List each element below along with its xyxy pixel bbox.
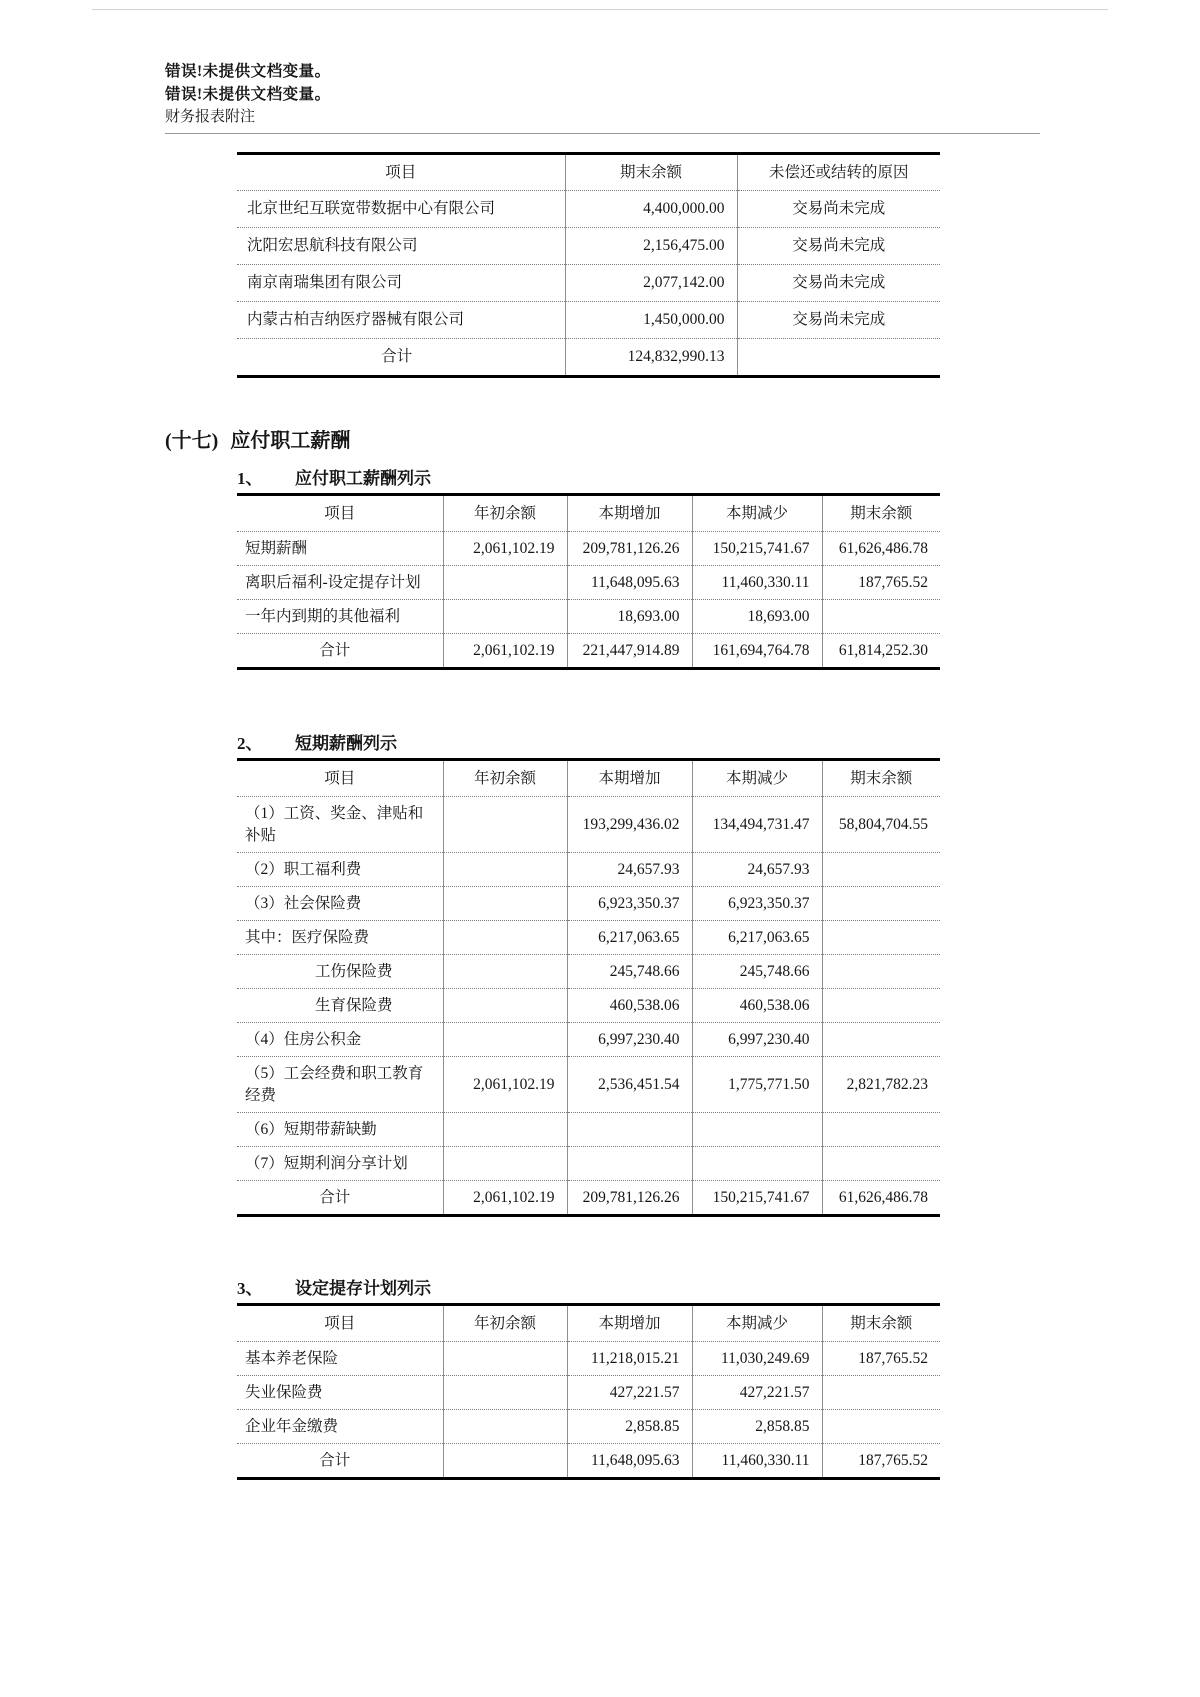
column-header-ending-balance: 期末余额 — [822, 760, 940, 797]
table-cell: （4）住房公积金 — [237, 1023, 443, 1057]
column-header-item: 项目 — [237, 495, 443, 532]
table-cell: 2,536,451.54 — [567, 1057, 692, 1113]
table-cell: 245,748.66 — [692, 955, 822, 989]
table-row — [237, 797, 940, 853]
table-row — [237, 921, 940, 955]
error-variable-line-2: 错误!未提供文档变量。 — [165, 86, 331, 103]
table-row — [237, 566, 940, 600]
table-cell: 交易尚未完成 — [737, 265, 940, 302]
column-header-opening-balance: 年初余额 — [443, 1305, 567, 1342]
table-total-row — [237, 339, 940, 377]
section-heading — [165, 428, 1200, 454]
table-cell — [822, 1147, 940, 1181]
table-cell: 内蒙古柏吉纳医疗器械有限公司 — [237, 302, 565, 339]
table-cell: 11,648,095.63 — [567, 566, 692, 600]
table-cell: （2）职工福利费 — [237, 853, 443, 887]
table-cell: 61,626,486.78 — [822, 1181, 940, 1216]
table-cell — [567, 1147, 692, 1181]
subsection-3-title: 设定提存计划列示 — [295, 1279, 431, 1298]
table-cell: 6,217,063.65 — [692, 921, 822, 955]
table-total-row — [237, 1444, 940, 1479]
table-cell: 生育保险费 — [237, 989, 443, 1023]
table-cell: 4,400,000.00 — [565, 191, 737, 228]
table-cell: 161,694,764.78 — [692, 634, 822, 669]
error-variable-line-1: 错误!未提供文档变量。 — [165, 63, 331, 80]
table-header-row — [237, 154, 940, 191]
table-row — [237, 1342, 940, 1376]
document-header — [165, 60, 1040, 134]
table-cell — [443, 797, 567, 853]
table-cell — [443, 1023, 567, 1057]
table-cell: （6）短期带薪缺勤 — [237, 1113, 443, 1147]
table-row — [237, 1410, 940, 1444]
table-cell: 209,781,126.26 — [567, 1181, 692, 1216]
table-cell: 134,494,731.47 — [692, 797, 822, 853]
table-cell: 150,215,741.67 — [692, 1181, 822, 1216]
table-cell: 1,775,771.50 — [692, 1057, 822, 1113]
table-cell: （7）短期利润分享计划 — [237, 1147, 443, 1181]
subsection-3-number: 3、 — [237, 1279, 263, 1298]
table-row — [237, 955, 940, 989]
subsection-1-number: 1、 — [237, 469, 263, 488]
table-cell: 24,657.93 — [567, 853, 692, 887]
table-cell: 2,061,102.19 — [443, 532, 567, 566]
spacer — [165, 670, 1200, 719]
table-cell: 北京世纪互联宽带数据中心有限公司 — [247, 200, 496, 217]
doc-subtitle: 财务报表附注 — [165, 109, 256, 125]
column-header-increase: 本期增加 — [567, 1305, 692, 1342]
table-cell: 11,218,015.21 — [567, 1342, 692, 1376]
table-cell: 6,997,230.40 — [692, 1023, 822, 1057]
table-cell: 企业年金缴费 — [237, 1410, 443, 1444]
table-cell — [443, 989, 567, 1023]
table-cell: 合计 — [237, 1444, 443, 1479]
table-cell: 427,221.57 — [567, 1376, 692, 1410]
column-header-increase: 本期增加 — [567, 495, 692, 532]
table-row — [237, 228, 940, 265]
table-cell: 6,997,230.40 — [567, 1023, 692, 1057]
table-cell: 209,781,126.26 — [567, 532, 692, 566]
table-cell — [443, 887, 567, 921]
table-cell: 2,858.85 — [692, 1410, 822, 1444]
table-cell: 交易尚未完成 — [737, 228, 940, 265]
table-cell: 交易尚未完成 — [737, 302, 940, 339]
table-cell: 11,030,249.69 — [692, 1342, 822, 1376]
table-cell — [443, 955, 567, 989]
table-row — [237, 302, 940, 339]
subsection-2-heading — [237, 732, 1200, 756]
table-cell: 61,814,252.30 — [822, 634, 940, 669]
table-cell: 427,221.57 — [692, 1376, 822, 1410]
table-cell: 南京南瑞集团有限公司 — [237, 265, 565, 302]
table-cell — [822, 1023, 940, 1057]
table-cell: 失业保险费 — [237, 1376, 443, 1410]
column-header-opening-balance: 年初余额 — [443, 495, 567, 532]
table-cell: 2,156,475.00 — [565, 228, 737, 265]
outstanding-balance-table — [237, 152, 940, 378]
table-cell: 2,858.85 — [567, 1410, 692, 1444]
table-cell: 一年内到期的其他福利 — [237, 600, 443, 634]
table-cell: 58,804,704.55 — [822, 797, 940, 853]
table-cell — [443, 1113, 567, 1147]
table-row — [237, 191, 940, 228]
table-cell: 245,748.66 — [567, 955, 692, 989]
subsection-2-title: 短期薪酬列示 — [295, 734, 397, 753]
page-edge-line — [92, 9, 1108, 10]
column-header-item: 项目 — [237, 1305, 443, 1342]
table-cell: 合计 — [237, 634, 443, 669]
table-cell: 2,061,102.19 — [443, 634, 567, 669]
table-cell: 2,061,102.19 — [443, 1057, 567, 1113]
table-header-row — [237, 495, 940, 532]
column-header-increase: 本期增加 — [567, 760, 692, 797]
column-header-item: 项目 — [237, 154, 565, 191]
employee-compensation-table — [237, 493, 940, 670]
column-header-decrease: 本期减少 — [692, 760, 822, 797]
table-cell: （1）工资、奖金、津贴和补贴 — [245, 804, 424, 844]
table-row — [237, 532, 940, 566]
table-cell — [822, 1113, 940, 1147]
table-cell — [822, 1410, 940, 1444]
section-title: 应付职工薪酬 — [230, 430, 351, 452]
column-header-ending-balance: 期末余额 — [822, 495, 940, 532]
table-row — [237, 989, 940, 1023]
table-cell: （3）社会保险费 — [237, 887, 443, 921]
table-cell — [822, 921, 940, 955]
table-cell: 6,217,063.65 — [567, 921, 692, 955]
column-header-ending-balance: 期末余额 — [565, 154, 737, 191]
table-row — [237, 600, 940, 634]
table-row — [237, 1023, 940, 1057]
table-cell — [443, 1147, 567, 1181]
table-cell — [443, 1410, 567, 1444]
table-cell: 2,821,782.23 — [822, 1057, 940, 1113]
table-cell: 沈阳宏思航科技有限公司 — [237, 228, 565, 265]
table-row — [237, 1147, 940, 1181]
table-cell: 交易尚未完成 — [737, 191, 940, 228]
table-cell — [443, 1342, 567, 1376]
column-header-decrease: 本期减少 — [692, 1305, 822, 1342]
table-cell: 460,538.06 — [692, 989, 822, 1023]
table-cell: 11,648,095.63 — [567, 1444, 692, 1479]
table-row — [237, 1113, 940, 1147]
subsection-2-number: 2、 — [237, 734, 263, 753]
table-cell: 221,447,914.89 — [567, 634, 692, 669]
table-cell: 1,450,000.00 — [565, 302, 737, 339]
table-row — [237, 1376, 940, 1410]
subsection-1-heading — [237, 467, 1200, 491]
column-header-reason: 未偿还或结转的原因 — [737, 154, 940, 191]
table-cell — [443, 1376, 567, 1410]
table-cell: 124,832,990.13 — [565, 339, 737, 377]
column-header-opening-balance: 年初余额 — [443, 760, 567, 797]
table-cell: 24,657.93 — [692, 853, 822, 887]
table-cell: 11,460,330.11 — [692, 1444, 822, 1479]
spacer — [165, 134, 1200, 152]
column-header-ending-balance: 期末余额 — [822, 1305, 940, 1342]
table-header-row — [237, 760, 940, 797]
table-cell: 187,765.52 — [822, 1342, 940, 1376]
table-cell: 187,765.52 — [822, 1444, 940, 1479]
table-total-row — [237, 1181, 940, 1216]
table-cell: 187,765.52 — [822, 566, 940, 600]
table-cell: 合计 — [237, 339, 565, 377]
table-total-row — [237, 634, 940, 669]
table-cell — [822, 955, 940, 989]
table-cell: 工伤保险费 — [237, 955, 443, 989]
table-cell: 6,923,350.37 — [692, 887, 822, 921]
table-cell: 11,460,330.11 — [692, 566, 822, 600]
table-cell — [822, 600, 940, 634]
table-cell: （5）工会经费和职工教育经费 — [237, 1057, 443, 1113]
table-cell — [443, 566, 567, 600]
table-cell: 6,923,350.37 — [567, 887, 692, 921]
table-cell — [692, 1113, 822, 1147]
table-cell — [692, 1147, 822, 1181]
table-cell — [443, 853, 567, 887]
table-cell: 合计 — [237, 1181, 443, 1216]
subsection-3-heading — [237, 1277, 1200, 1301]
table-cell — [567, 1113, 692, 1147]
table-cell — [822, 1376, 940, 1410]
table-cell: 18,693.00 — [692, 600, 822, 634]
table-cell — [443, 921, 567, 955]
table-cell: 150,215,741.67 — [692, 532, 822, 566]
table-row — [237, 265, 940, 302]
table-cell — [822, 853, 940, 887]
table-cell — [737, 339, 940, 377]
defined-contribution-plan-table — [237, 1303, 940, 1480]
table-cell: 460,538.06 — [567, 989, 692, 1023]
section-number: (十七) — [165, 430, 219, 452]
table-cell: 基本养老保险 — [245, 1349, 339, 1367]
table-cell: 其中：医疗保险费 — [237, 921, 443, 955]
table-header-row — [237, 1305, 940, 1342]
table-row — [237, 1057, 940, 1113]
table-cell — [443, 1444, 567, 1479]
column-header-item: 项目 — [237, 760, 443, 797]
table-row — [237, 887, 940, 921]
table-cell — [443, 600, 567, 634]
table-cell: 2,077,142.00 — [565, 265, 737, 302]
subsection-1-title: 应付职工薪酬列示 — [295, 469, 431, 488]
table-row — [237, 853, 940, 887]
table-cell — [822, 887, 940, 921]
column-header-decrease: 本期减少 — [692, 495, 822, 532]
table-cell — [822, 989, 940, 1023]
table-cell: 短期薪酬 — [245, 539, 308, 557]
table-cell: 18,693.00 — [567, 600, 692, 634]
table-cell: 2,061,102.19 — [443, 1181, 567, 1216]
table-cell: 离职后福利-设定提存计划 — [237, 566, 443, 600]
short-term-compensation-table — [237, 758, 940, 1217]
spacer — [165, 1217, 1200, 1264]
table-cell: 61,626,486.78 — [822, 532, 940, 566]
table-cell: 193,299,436.02 — [567, 797, 692, 853]
